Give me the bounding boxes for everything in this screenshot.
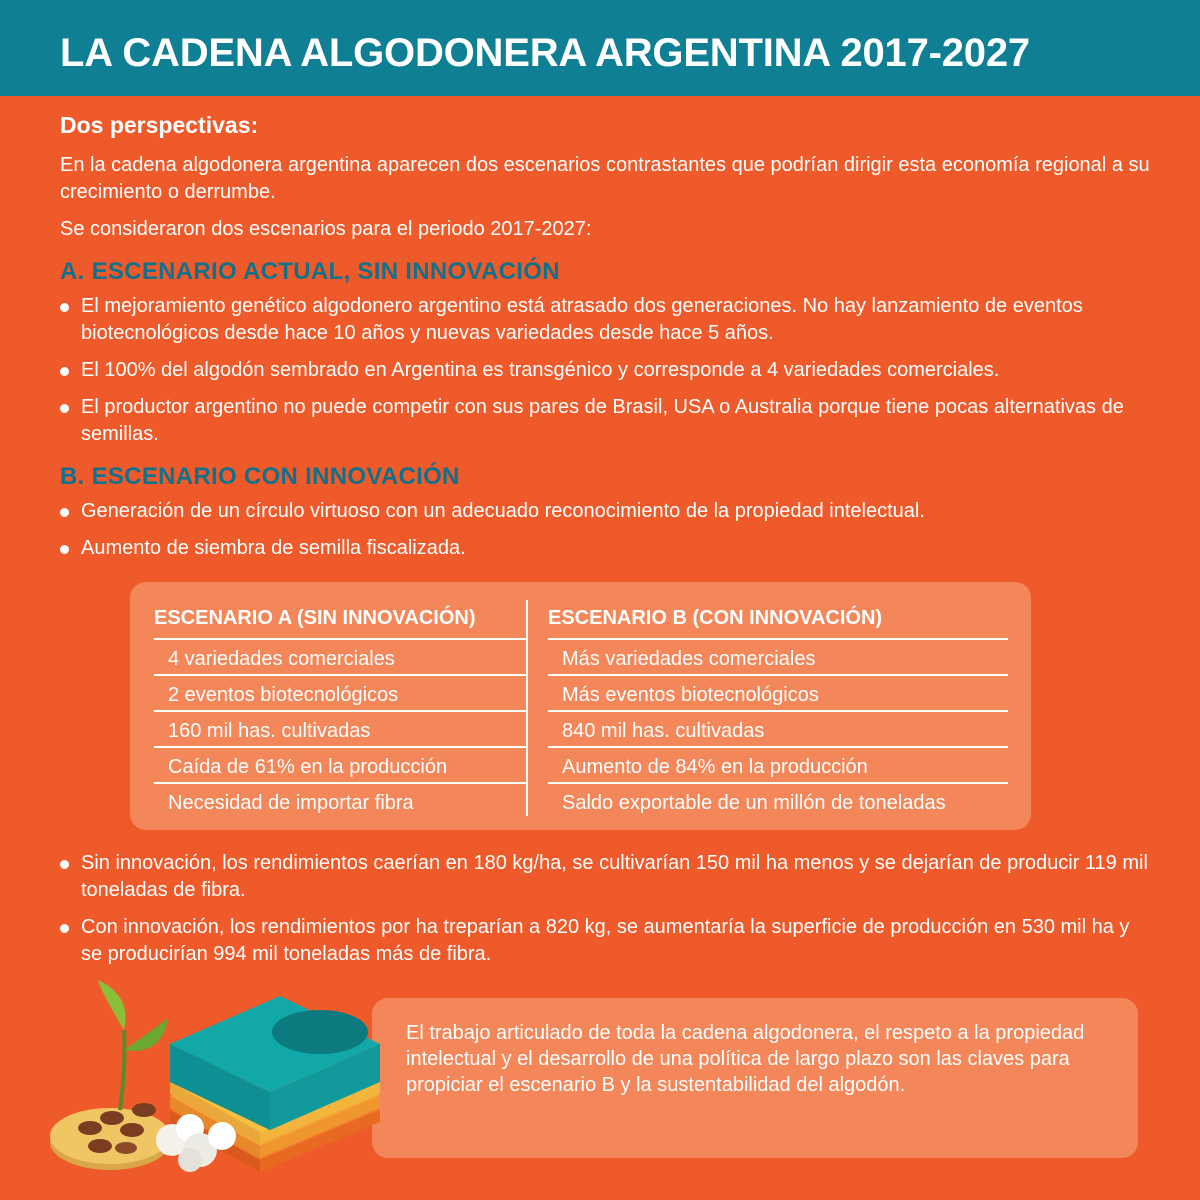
table-header: ESCENARIO B (CON INNOVACIÓN) [548,607,883,629]
list-item-text: El mejoramiento genético algodonero argentino está atrasado dos generaciones. No hay lanzamiento de eventos biotecnológicos desde hace 10 años y nuevas variedades desde hace 5 años. [81,295,1083,344]
column-divider [526,600,528,816]
table-cell: 2 eventos biotecnológicos [154,674,526,710]
table-cell: 160 mil has. cultivadas [154,710,526,746]
comparison-table [130,582,1031,830]
seedling-icon [98,980,168,1110]
table-header: ESCENARIO A (SIN INNOVACIÓN) [154,607,476,629]
main-content [60,110,1150,572]
list-item-text: Aumento de siembra de semilla fiscalizada. [81,537,466,559]
outcomes-list [60,850,1150,968]
list-item-text: Generación de un círculo virtuoso con un adecuado reconocimiento de la propiedad intelectual. [81,500,925,522]
intro-heading: Dos perspectivas: [60,112,259,138]
table-cell: Caída de 61% en la producción [154,746,526,782]
list-item [60,394,1150,448]
list-item [60,535,1150,562]
table-cell: 4 variedades comerciales [154,638,526,674]
table-cell: Más eventos biotecnológicos [548,674,1008,710]
list-item-text: El productor argentino no puede competir con sus pares de Brasil, USA o Australia porque tiene pocas alternativas de semillas. [81,396,1124,445]
bullet-icon [60,404,69,413]
table-cell: 840 mil has. cultivadas [548,710,1008,746]
list-item [60,293,1150,347]
bullet-icon [60,860,69,869]
outcomes-section [60,850,1150,978]
table-cell: Más variedades comerciales [548,638,1008,674]
cotton-illustration [40,960,420,1190]
cotton-boll-icon [156,1114,236,1172]
page-title: LA CADENA ALGODONERA ARGENTINA 2017-2027 [60,31,1030,75]
list-item [60,357,1150,384]
scenario-b-list [60,498,1150,562]
bullet-icon [60,924,69,933]
header-banner [0,0,1200,96]
list-item-text: Con innovación, los rendimientos por ha treparían a 820 kg, se aumentaría la superficie de producción en 530 mil ha y se producirían 994 mil toneladas más de fibra. [81,916,1130,965]
list-item-text: Sin innovación, los rendimientos caerían en 180 kg/ha, se cultivarían 150 mil ha menos y se dejarían de producir 119 mil toneladas de fibra. [81,852,1148,901]
list-item [60,850,1150,904]
table-column-scenario-a [154,582,526,818]
cotton-seeds-icon [50,1103,170,1170]
scenario-a-title: A. ESCENARIO ACTUAL, SIN INNOVACIÓN [60,258,560,285]
closing-text: El trabajo articulado de toda la cadena algodonera, el respeto a la propiedad intelectual y el desarrollo de una política de largo plazo son las claves para propiciar el escenario B y la sustentabilidad del algodón. [406,1022,1085,1096]
bullet-icon [60,508,69,517]
intro-paragraph: En la cadena algodonera argentina aparecen dos escenarios contrastantes que podrían dirigir esta economía regional a su crecimiento o derrumbe. [60,154,1150,203]
list-item [60,498,1150,525]
table-column-scenario-b [548,582,1008,818]
scenario-a-list [60,293,1150,448]
bullet-icon [60,303,69,312]
closing-panel [372,998,1138,1158]
list-item-text: El 100% del algodón sembrado en Argentina es transgénico y corresponde a 4 variedades comerciales. [81,359,1000,381]
table-cell: Saldo exportable de un millón de toneladas [548,782,1008,818]
table-cell: Aumento de 84% en la producción [548,746,1008,782]
intro-paragraph: Se consideraron dos escenarios para el periodo 2017-2027: [60,218,592,240]
table-cell: Necesidad de importar fibra [154,782,526,818]
bullet-icon [60,545,69,554]
bullet-icon [60,367,69,376]
scenario-b-title: B. ESCENARIO CON INNOVACIÓN [60,463,460,490]
